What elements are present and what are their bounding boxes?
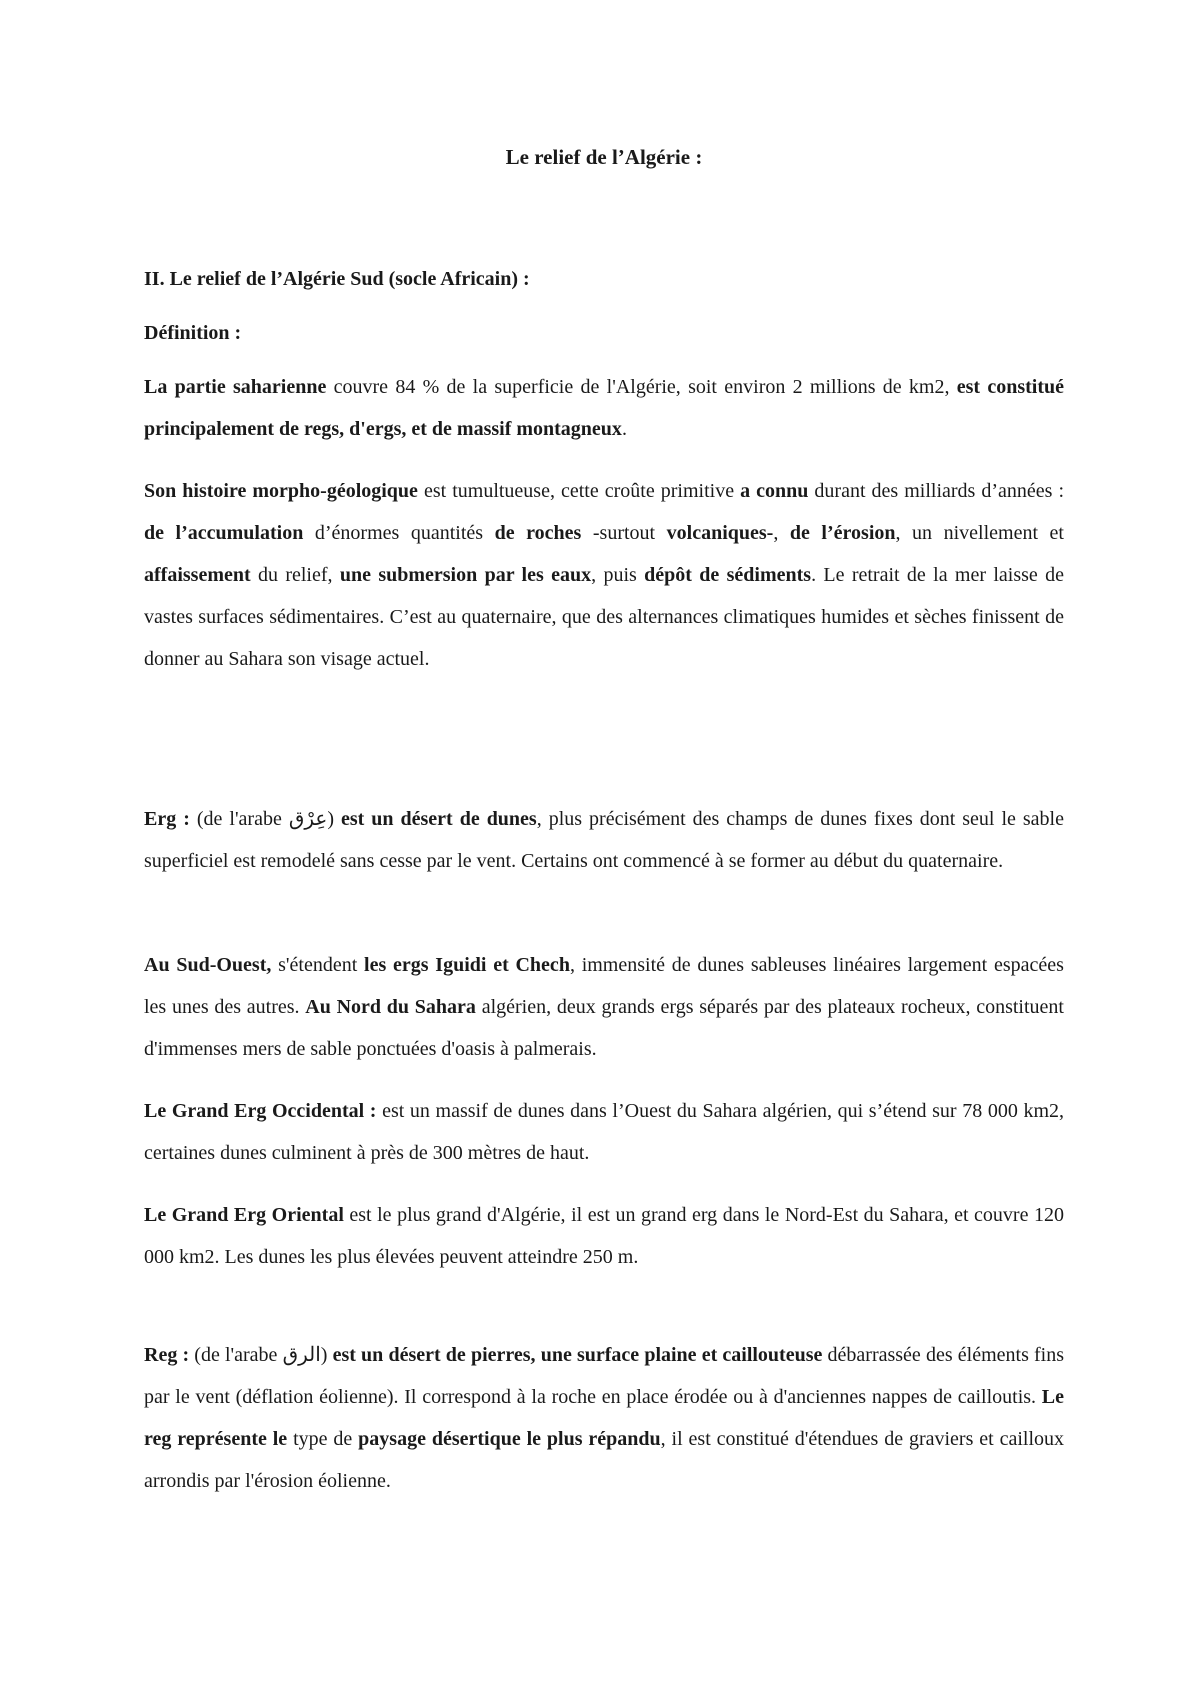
bold-text-run: de roches — [494, 522, 582, 544]
bold-text-run: une submersion par les eaux — [339, 564, 592, 586]
text-run: s'étendent — [271, 954, 365, 976]
text-run: est un massif de dunes dans l’Ouest du Sahara algérien, qui s’étend sur 78 000 km2, certaines dunes culminent à près de 300 mètres de haut. — [144, 1100, 1065, 1164]
paragraph-ergs-sud-ouest-nord — [144, 944, 1064, 1070]
bold-text-run: Erg : — [144, 808, 190, 830]
bold-text-run: Au Nord du Sahara — [305, 996, 476, 1018]
section-heading: II. Le relief de l’Algérie Sud (socle Africain) : — [144, 268, 530, 290]
bold-text-run: Le Grand Erg Occidental : — [144, 1100, 377, 1122]
paragraph-reg-definition — [144, 1334, 1064, 1502]
text-run: , plus précisément des champs de dunes fixes dont seul le sable superficiel est remodelé sans cesse par le vent. Certains ont commencé à se former au début du quaternaire. — [144, 808, 1064, 872]
bold-text-run: de l’érosion — [789, 522, 896, 544]
paragraph-grand-erg-oriental — [144, 1194, 1064, 1278]
paragraph-partie-saharienne — [144, 366, 1064, 450]
text-run: est le plus grand d'Algérie, il est un grand erg dans le Nord-Est du Sahara, et couvre 120 000 km2. Les dunes les plus élevées peuvent atteindre 250 m. — [144, 1204, 1064, 1268]
bold-text-run: La partie saharienne — [144, 376, 327, 398]
bold-text-run: a connu — [740, 480, 809, 502]
bold-text-run: Le reg représente le — [144, 1386, 1064, 1450]
text-run: durant des milliards d’années : — [808, 480, 1065, 502]
bold-text-run: est un désert de dunes — [340, 808, 537, 830]
bold-text-run: est constitué principalement de regs, d'ergs, et de massif montagneux — [144, 376, 1065, 440]
text-run: , un nivellement et — [895, 522, 1064, 544]
text-run: . — [621, 418, 627, 440]
bold-text-run: Reg : — [144, 1344, 190, 1366]
text-run: algérien, deux grands ergs séparés par des plateaux rocheux, constituent d'immenses mers de sable ponctuées d'oasis à palmerais. — [144, 996, 1064, 1060]
text-run: (de l'arabe الرق) — [189, 1344, 333, 1366]
text-run: , il est constitué d'étendues de graviers et cailloux arrondis par l'érosion éolienne. — [144, 1428, 1065, 1492]
text-run: est tumultueuse, cette croûte primitive — [417, 480, 741, 502]
bold-text-run: volcaniques- — [666, 522, 774, 544]
paragraph-histoire-morpho-geologique — [144, 470, 1064, 680]
text-run: (de l'arabe عِرْق) — [189, 808, 341, 830]
bold-text-run: Son histoire morpho-géologique — [144, 480, 418, 502]
bold-text-run: paysage désertique le plus répandu — [358, 1428, 661, 1450]
text-run: . Le retrait de la mer laisse de vastes surfaces sédimentaires. C’est au quaternaire, que des alternances climatiques humides et sèches finissent de donner au Sahara son visage actuel. — [144, 564, 1065, 670]
text-run: , — [773, 522, 790, 544]
bold-text-run: les ergs Iguidi et Chech — [364, 954, 570, 976]
bold-text-run: dépôt de sédiments — [644, 564, 812, 586]
text-run: débarrassée des éléments fins par le vent (déflation éolienne). Il correspond à la roche en place érodée ou à d'anciennes nappes de cailloutis. — [144, 1344, 1064, 1408]
text-run: couvre 84 % de la superficie de l'Algérie, soit environ 2 millions de km2, — [326, 376, 957, 398]
bold-text-run: de l’accumulation — [144, 522, 304, 544]
bold-text-run: Au Sud-Ouest, — [144, 954, 272, 976]
bold-text-run: affaissement — [144, 564, 251, 586]
paragraph-erg-definition — [144, 798, 1064, 882]
paragraph-grand-erg-occidental — [144, 1090, 1064, 1174]
text-run: d’énormes quantités — [303, 522, 495, 544]
bold-text-run: Le Grand Erg Oriental — [144, 1204, 344, 1226]
text-run: , immensité de dunes sableuses linéaires largement espacées les unes des autres. — [144, 954, 1064, 1018]
text-run: -surtout — [581, 522, 667, 544]
text-run: , puis — [591, 564, 645, 586]
bold-text-run: est un désert de pierres, une surface plaine et caillouteuse — [332, 1344, 823, 1366]
text-run: type de — [287, 1428, 359, 1450]
text-run: du relief, — [250, 564, 340, 586]
page-title: Le relief de l’Algérie : — [505, 145, 703, 169]
definition-heading: Définition : — [144, 322, 242, 344]
